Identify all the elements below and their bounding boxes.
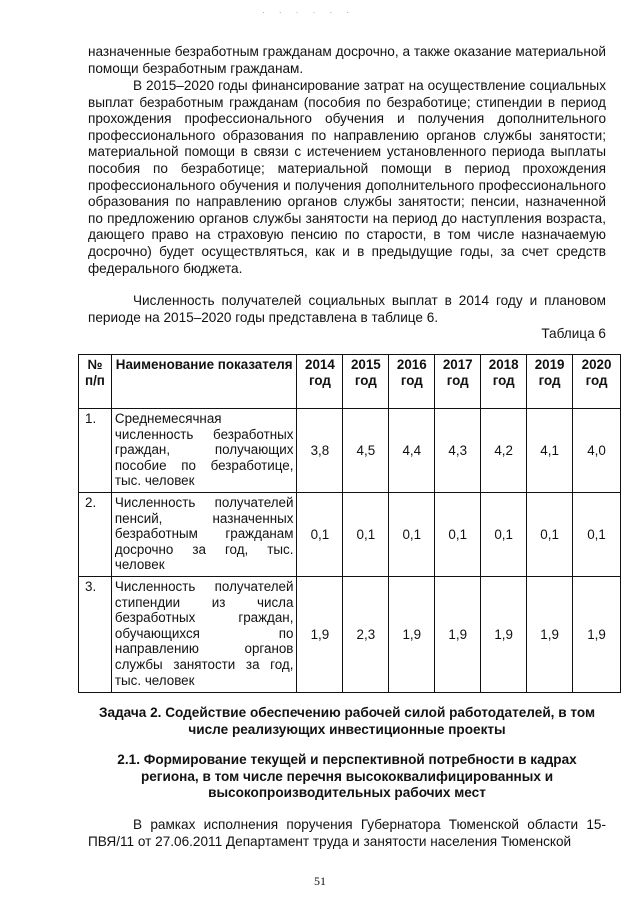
row-indicator: Численность получателей пенсий, назначенных безработным гражданам досрочно за год, тыс. человек (111, 493, 297, 577)
scan-artifact: · · · · · · (262, 8, 356, 17)
row-value: 1,9 (527, 577, 573, 693)
row-value: 0,1 (343, 493, 389, 577)
row-value: 1,9 (435, 577, 481, 693)
header-year: 2017 год (435, 355, 481, 409)
row-value: 0,1 (527, 493, 573, 577)
row-value: 1,9 (297, 577, 343, 693)
row-value: 0,1 (389, 493, 435, 577)
row-value: 4,3 (435, 409, 481, 493)
row-value: 0,1 (573, 493, 621, 577)
row-value: 4,2 (481, 409, 527, 493)
row-value: 2,3 (343, 577, 389, 693)
section-heading: 2.1. Формирование текущей и перспективной потребности в кадрах региона, в том числе перечня высококвалифицированных и высокопроизводительных рабочих мест (117, 752, 577, 801)
header-year: 2015 год (343, 355, 389, 409)
row-number: 3. (79, 577, 112, 693)
header-year: 2020 год (573, 355, 621, 409)
row-value: 4,1 (527, 409, 573, 493)
header-year: 2016 год (389, 355, 435, 409)
page-number: 51 (314, 874, 326, 888)
table-row (79, 493, 621, 577)
table-caption: Таблица 6 (541, 326, 606, 341)
row-value: 1,9 (481, 577, 527, 693)
paragraph-financing: В 2015–2020 годы финансирование затрат на осуществление социальных выплат безработным гражданам (пособия по безработице; стипендии в период прохождения профессионального обучения и получения дополнительного профессионального образования по направлению органов службы занятости; материальной помощи в связи с истечением установленного периода выплаты пособия по безработице; материальной помощи в период прохождения профессионального обучения и получения дополнительного профессионального образования по направлению органов службы занятости; пенсии, назначенной по предложению органов службы занятости на период до наступления возраста, дающего право на страховую пенсию по старости, в том числе назначаемую досрочно) будет осуществляться, как и в предыдущие годы, за счет средств федерального бюджета. (88, 78, 606, 276)
header-year: 2014 год (297, 355, 343, 409)
row-value: 4,5 (343, 409, 389, 493)
header-name: Наименование показателя (111, 355, 297, 409)
row-value: 0,1 (481, 493, 527, 577)
paragraph-governor-order: В рамках исполнения поручения Губернатора Тюменской области 15-ПВЯ/11 от 27.06.2011 Департамент труда и занятости населения Тюменской (88, 817, 606, 849)
row-value: 1,9 (573, 577, 621, 693)
header-no: № п/п (79, 355, 112, 409)
row-value: 4,4 (389, 409, 435, 493)
header-year: 2018 год (481, 355, 527, 409)
row-value: 4,0 (573, 409, 621, 493)
row-value: 0,1 (297, 493, 343, 577)
row-value: 3,8 (297, 409, 343, 493)
task-heading: Задача 2. Содействие обеспечению рабочей силой работодателей, в том числе реализующих инвестиционные проекты (98, 705, 596, 737)
row-value: 0,1 (435, 493, 481, 577)
row-indicator: Среднемесячная численность безработных граждан, получающих пособие по безработице, тыс. человек (111, 409, 297, 493)
paragraph-recipients: Численность получателей социальных выплат в 2014 году и плановом периоде на 2015–2020 годы представлена в таблице 6. (88, 293, 606, 325)
header-year: 2019 год (527, 355, 573, 409)
row-number: 2. (79, 493, 112, 577)
table-row (79, 577, 621, 693)
table-header-row (79, 355, 621, 409)
paragraph-continuation: назначенные безработным гражданам досрочно, а также оказание материальной помощи безработным гражданам. (88, 44, 606, 76)
row-value: 1,9 (389, 577, 435, 693)
row-indicator: Численность получателей стипендии из числа безработных граждан, обучающихся по направлению органов службы занятости за год, тыс. человек (111, 577, 297, 693)
recipients-table (78, 354, 621, 693)
table-row (79, 409, 621, 493)
row-number: 1. (79, 409, 112, 493)
